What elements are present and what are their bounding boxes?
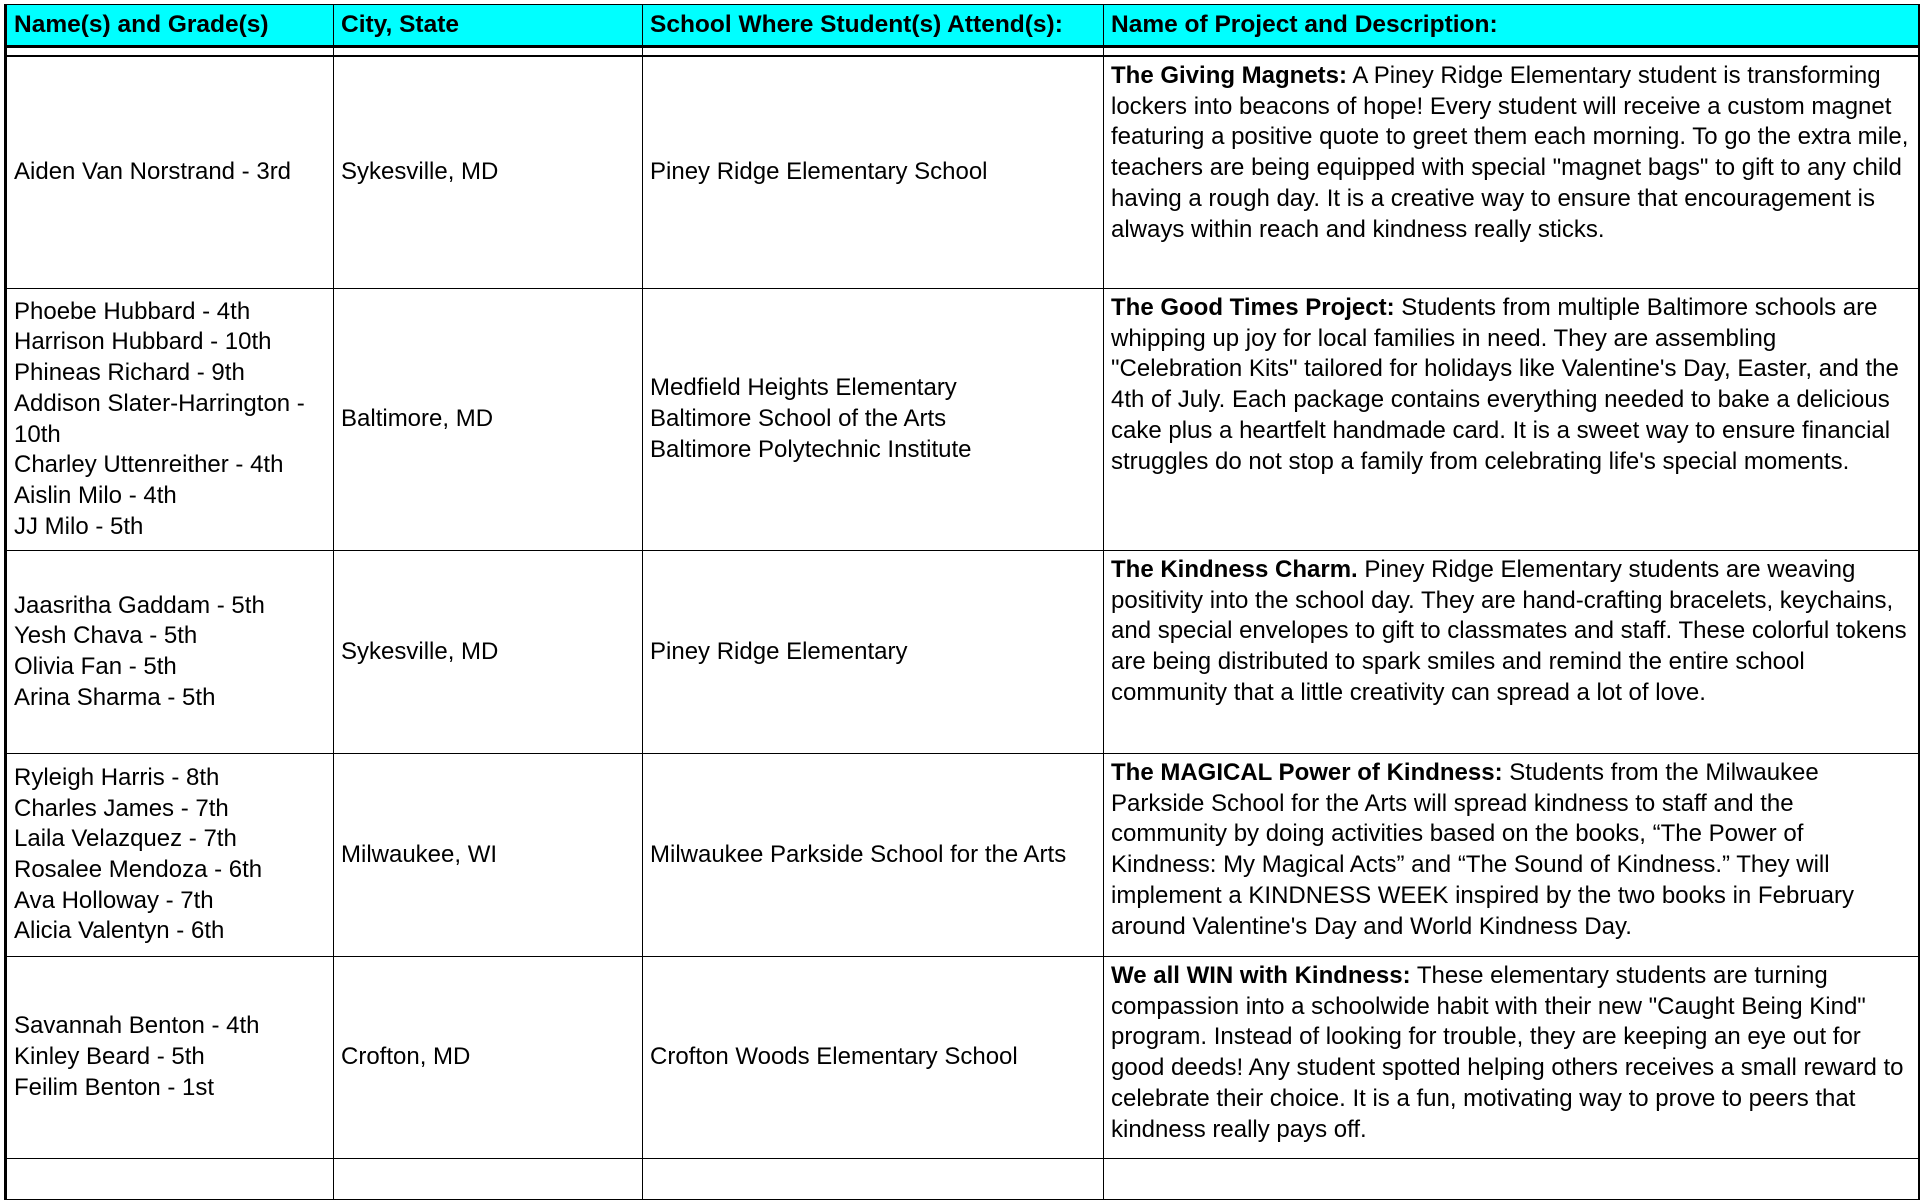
cell-project-description[interactable] xyxy=(1104,551,1919,754)
project-title: The Giving Magnets: xyxy=(1111,62,1348,89)
empty-cell[interactable] xyxy=(1104,1159,1919,1200)
project-description: Piney Ridge Elementary students are weaving positivity into the school day. They are hand-crafting bracelets, keychains, and special envelopes to gift to classmates and staff. These colorful tokens are being distributed to spark smiles and remind the entire school community that a little creativity can spread a lot of love. xyxy=(1111,556,1907,706)
table-row xyxy=(7,957,1919,1159)
student-name: Arina Sharma - 5th xyxy=(14,683,216,711)
student-name: Kinley Beard - 5th xyxy=(14,1043,205,1071)
school-name: Piney Ridge Elementary xyxy=(650,637,908,665)
header-spacer-row xyxy=(7,47,1919,57)
project-title: We all WIN with Kindness: xyxy=(1111,962,1411,989)
cell-names-grades[interactable] xyxy=(7,754,334,957)
school-name: Baltimore Polytechnic Institute xyxy=(650,435,972,463)
empty-cell[interactable] xyxy=(7,1159,334,1200)
student-name: Jaasritha Gaddam - 5th xyxy=(14,591,265,619)
student-name: Aiden Van Norstrand - 3rd xyxy=(14,158,292,186)
cell-school[interactable] xyxy=(643,289,1104,551)
cell-project-description[interactable] xyxy=(1104,56,1919,289)
cell-city-state[interactable]: Baltimore, MD xyxy=(334,289,643,551)
projects-table xyxy=(6,4,1919,1200)
student-name: Savannah Benton - 4th xyxy=(14,1012,260,1040)
spacer-cell xyxy=(7,47,334,57)
school-name: Crofton Woods Elementary School xyxy=(650,1043,1018,1071)
cell-names-grades[interactable] xyxy=(7,957,334,1159)
cell-names-grades[interactable] xyxy=(7,551,334,754)
student-name: Feilim Benton - 1st xyxy=(14,1073,215,1101)
cell-school[interactable] xyxy=(643,56,1104,289)
school-name: Medfield Heights Elementary xyxy=(650,374,957,402)
student-name: Rosalee Mendoza - 6th xyxy=(14,856,263,883)
empty-cell[interactable] xyxy=(334,1159,643,1200)
student-name: Ryleigh Harris - 8th xyxy=(14,763,220,791)
header-project[interactable]: Name of Project and Description: xyxy=(1104,5,1919,47)
cell-project-description[interactable] xyxy=(1104,289,1919,551)
student-name: Harrison Hubbard - 10th xyxy=(14,328,272,356)
header-row xyxy=(7,5,1919,47)
spreadsheet xyxy=(4,4,1920,1200)
school-name: Baltimore School of the Arts xyxy=(650,405,947,433)
student-name: Phineas Richard - 9th xyxy=(14,359,245,387)
student-name: Charles James - 7th xyxy=(14,794,229,822)
cell-names-grades[interactable] xyxy=(7,56,334,289)
student-name: Phoebe Hubbard - 4th xyxy=(14,297,251,325)
student-name: Ava Holloway - 7th xyxy=(14,886,214,914)
table-row xyxy=(7,754,1919,957)
school-name: Milwaukee Parkside School for the Arts xyxy=(650,840,1067,868)
spacer-cell xyxy=(643,47,1104,57)
student-name: Alicia Valentyn - 6th xyxy=(14,917,225,945)
cell-city-state[interactable]: Sykesville, MD xyxy=(334,56,643,289)
cell-city-state[interactable]: Crofton, MD xyxy=(334,957,643,1159)
student-name: Laila Velazquez - 7th xyxy=(14,825,237,853)
header-school[interactable]: School Where Student(s) Attend(s): xyxy=(643,5,1104,47)
table-row xyxy=(7,1159,1919,1200)
project-description: Students from the Milwaukee Parkside School for the Arts will spread kindness to staff and the community by doing activities based on the books, “The Power of Kindness: My Magical Acts” and “The Sound of Kindness.” They will implement a KINDNESS WEEK inspired by the two books in February around Valentine's Day and World Kindness Day. xyxy=(1111,759,1854,940)
school-name: Piney Ridge Elementary School xyxy=(650,158,988,186)
cell-project-description[interactable] xyxy=(1104,754,1919,957)
project-description: These elementary students are turning compassion into a schoolwide habit with their new "Caught Being Kind" program. Instead of looking for trouble, they are keeping an eye out for good deeds! Any student spotted helping others receives a small reward to celebrate their choice. It is a fun, motivating way to prove to peers that kindness really pays off. xyxy=(1111,962,1904,1143)
project-title: The MAGICAL Power of Kindness: xyxy=(1111,759,1503,786)
header-city-state[interactable]: City, State xyxy=(334,5,643,47)
project-title: The Good Times Project: xyxy=(1111,294,1395,321)
student-name: JJ Milo - 5th xyxy=(14,512,144,540)
header-names[interactable]: Name(s) and Grade(s) xyxy=(7,5,334,47)
cell-city-state[interactable]: Sykesville, MD xyxy=(334,551,643,754)
student-name: Addison Slater-Harrington - 10th xyxy=(14,389,305,448)
cell-school[interactable] xyxy=(643,551,1104,754)
cell-school[interactable] xyxy=(643,754,1104,957)
student-name: Yesh Chava - 5th xyxy=(14,622,198,650)
cell-city-state[interactable]: Milwaukee, WI xyxy=(334,754,643,957)
project-description: A Piney Ridge Elementary student is transforming lockers into beacons of hope! Every student will receive a custom magnet featuring a positive quote to greet them each morning. To go the extra mile, teachers are being equipped with special "magnet bags" to gift to any child having a rough day. It is a creative way to ensure that encouragement is always within reach and kindness really sticks. xyxy=(1111,62,1909,243)
table-row xyxy=(7,289,1919,551)
cell-names-grades[interactable] xyxy=(7,289,334,551)
cell-project-description[interactable] xyxy=(1104,957,1919,1159)
student-name: Aislin Milo - 4th xyxy=(14,481,177,509)
table-row xyxy=(7,551,1919,754)
cell-school[interactable] xyxy=(643,957,1104,1159)
project-description: Students from multiple Baltimore schools are whipping up joy for local families in need. They are assembling "Celebration Kits" tailored for holidays like Valentine's Day, Easter, and the 4th of July. Each package contains everything needed to bake a delicious cake plus a heartfelt handmade card. It is a sweet way to ensure financial struggles do not stop a family from celebrating life's special moments. xyxy=(1111,294,1899,475)
project-title: The Kindness Charm. xyxy=(1111,556,1358,583)
spacer-cell xyxy=(334,47,643,57)
empty-cell[interactable] xyxy=(643,1159,1104,1200)
spacer-cell xyxy=(1104,47,1919,57)
student-name: Olivia Fan - 5th xyxy=(14,653,177,680)
table-row xyxy=(7,56,1919,289)
student-name: Charley Uttenreither - 4th xyxy=(14,451,284,479)
